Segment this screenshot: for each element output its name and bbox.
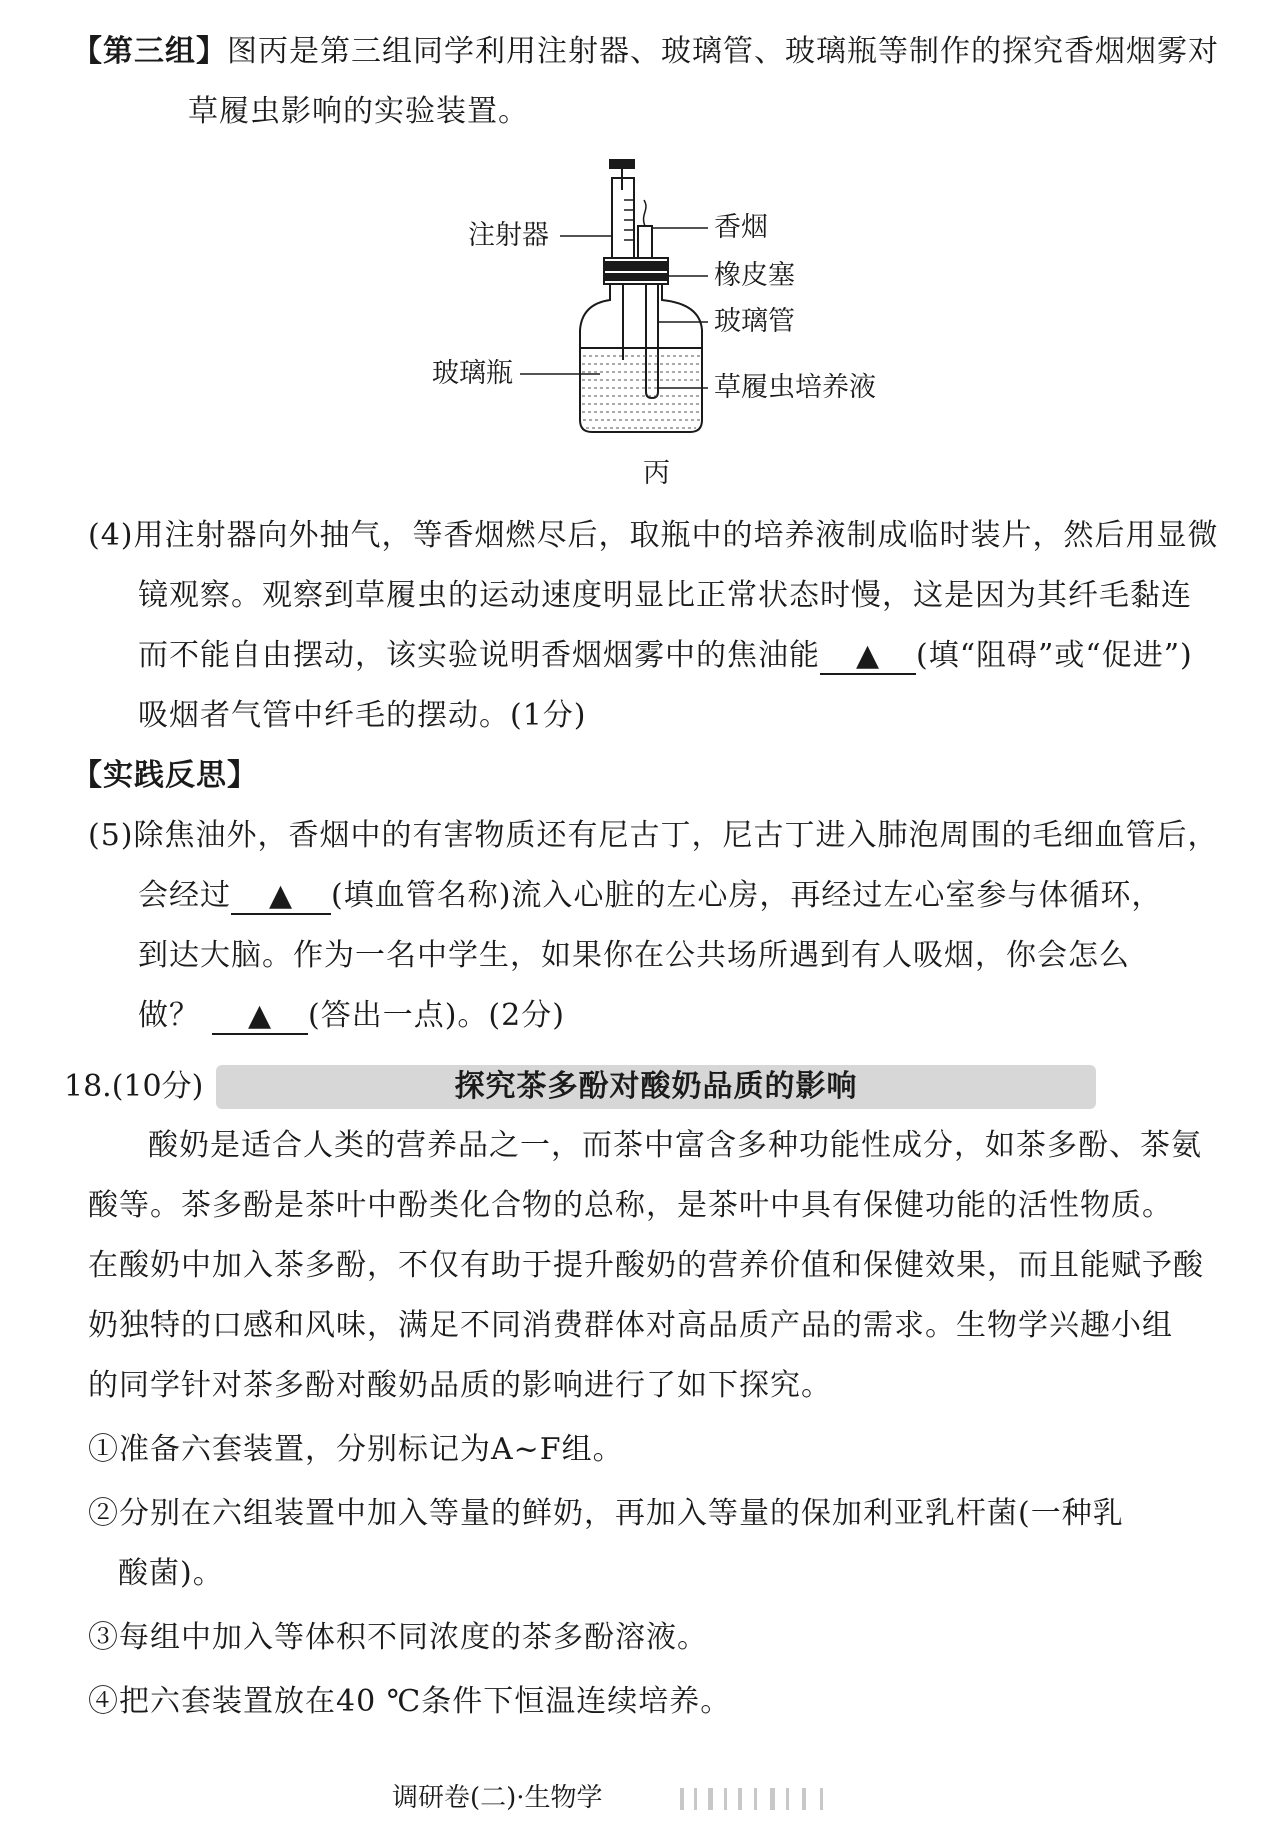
q18-step2-line2: 酸菌)。 — [118, 1556, 224, 1591]
q4-line2: 镜观察。观察到草履虫的运动速度明显比正常状态时慢，这是因为其纤毛黏连 — [138, 578, 1192, 613]
q18-para-line3: 在酸奶中加入茶多酚，不仅有助于提升酸奶的营养价值和保健效果，而且能赋予酸 — [88, 1248, 1204, 1283]
reflection-heading: 【实践反思】 — [72, 758, 258, 793]
group3-intro-line2: 草履虫影响的实验装置。 — [188, 94, 529, 129]
label-cigarette: 香烟 — [714, 212, 768, 243]
q4-line3 — [138, 636, 1193, 676]
q18-step4: ④把六套装置放在40 ℃条件下恒温连续培养。 — [88, 1684, 732, 1719]
q5-answer-blank-action[interactable]: ▲ — [212, 999, 308, 1035]
q5-line4-text: 做？ — [138, 998, 200, 1033]
q18-step3: ③每组中加入等体积不同浓度的茶多酚溶液。 — [88, 1620, 708, 1655]
q5-line4 — [138, 996, 565, 1036]
q5-line2-text: 会经过 — [138, 878, 231, 913]
q18-step2-line1: ②分别在六组装置中加入等量的鲜奶，再加入等量的保加利亚乳杆菌(一种乳 — [88, 1496, 1124, 1531]
figure-caption: 丙 — [643, 458, 670, 489]
label-stopper: 橡皮塞 — [714, 260, 795, 291]
q18-number: 18.(10分) — [64, 1069, 204, 1104]
q4-line4: 吸烟者气管中纤毛的摆动。(1分) — [138, 698, 587, 733]
q18-para-line2: 酸等。茶多酚是茶叶中酚类化合物的总称，是茶叶中具有保健功能的活性物质。 — [88, 1188, 1173, 1223]
page-footer: 调研卷(二)·生物学 — [392, 1783, 603, 1813]
q18-para-line5: 的同学针对茶多酚对酸奶品质的影响进行了如下探究。 — [88, 1368, 832, 1403]
q18-para-line4: 奶独特的口感和风味，满足不同消费群体对高品质产品的需求。生物学兴趣小组 — [88, 1308, 1173, 1343]
q5-line2-rest: (填血管名称)流入心脏的左心房，再经过左心室参与体循环， — [331, 878, 1163, 913]
glass-tube-shape — [646, 284, 658, 398]
q5-answer-blank-vessel[interactable]: ▲ — [231, 879, 331, 915]
q5-line2 — [138, 876, 1162, 916]
q5-line3: 到达大脑。作为一名中学生，如果你在公共场所遇到有人吸烟，你会怎么 — [138, 938, 1130, 973]
label-bottle: 玻璃瓶 — [432, 358, 513, 389]
q5-line1: (5)除焦油外，香烟中的有害物质还有尼古丁，尼古丁进入肺泡周围的毛细血管后， — [88, 818, 1219, 853]
q4-line3-hint: (填“阻碍”或“促进”) — [916, 638, 1193, 673]
group3-intro-text: 图丙是第三组同学利用注射器、玻璃管、玻璃瓶等制作的探究香烟烟雾对 — [227, 34, 1219, 69]
glass-bottle-shape — [580, 284, 702, 432]
culture-liquid-texture — [582, 356, 701, 428]
group3-heading: 【第三组】 — [72, 34, 227, 69]
label-syringe: 注射器 — [468, 220, 549, 251]
q18-para-line1: 酸奶是适合人类的营养品之一，而茶中富含多种功能性成分，如茶多酚、茶氨 — [148, 1128, 1202, 1163]
q18-title-banner: 探究茶多酚对酸奶品质的影响 — [216, 1065, 1096, 1109]
q18-step1: ①准备六套装置，分别标记为A~F组。 — [88, 1432, 624, 1467]
q4-line1: (4)用注射器向外抽气，等香烟燃尽后，取瓶中的培养液制成临时装片，然后用显微 — [88, 518, 1219, 553]
q5-line4-rest: (答出一点)。(2分) — [308, 998, 565, 1033]
q4-line3-text: 而不能自由摆动，该实验说明香烟烟雾中的焦油能 — [138, 638, 820, 673]
label-culture: 草履虫培养液 — [714, 372, 876, 403]
footer-barcode-decoration — [680, 1784, 880, 1814]
cigarette-shape — [638, 226, 652, 258]
q4-answer-blank[interactable]: ▲ — [820, 639, 916, 675]
syringe-plunger-cap — [610, 160, 634, 168]
label-glass-tube: 玻璃管 — [714, 306, 795, 337]
